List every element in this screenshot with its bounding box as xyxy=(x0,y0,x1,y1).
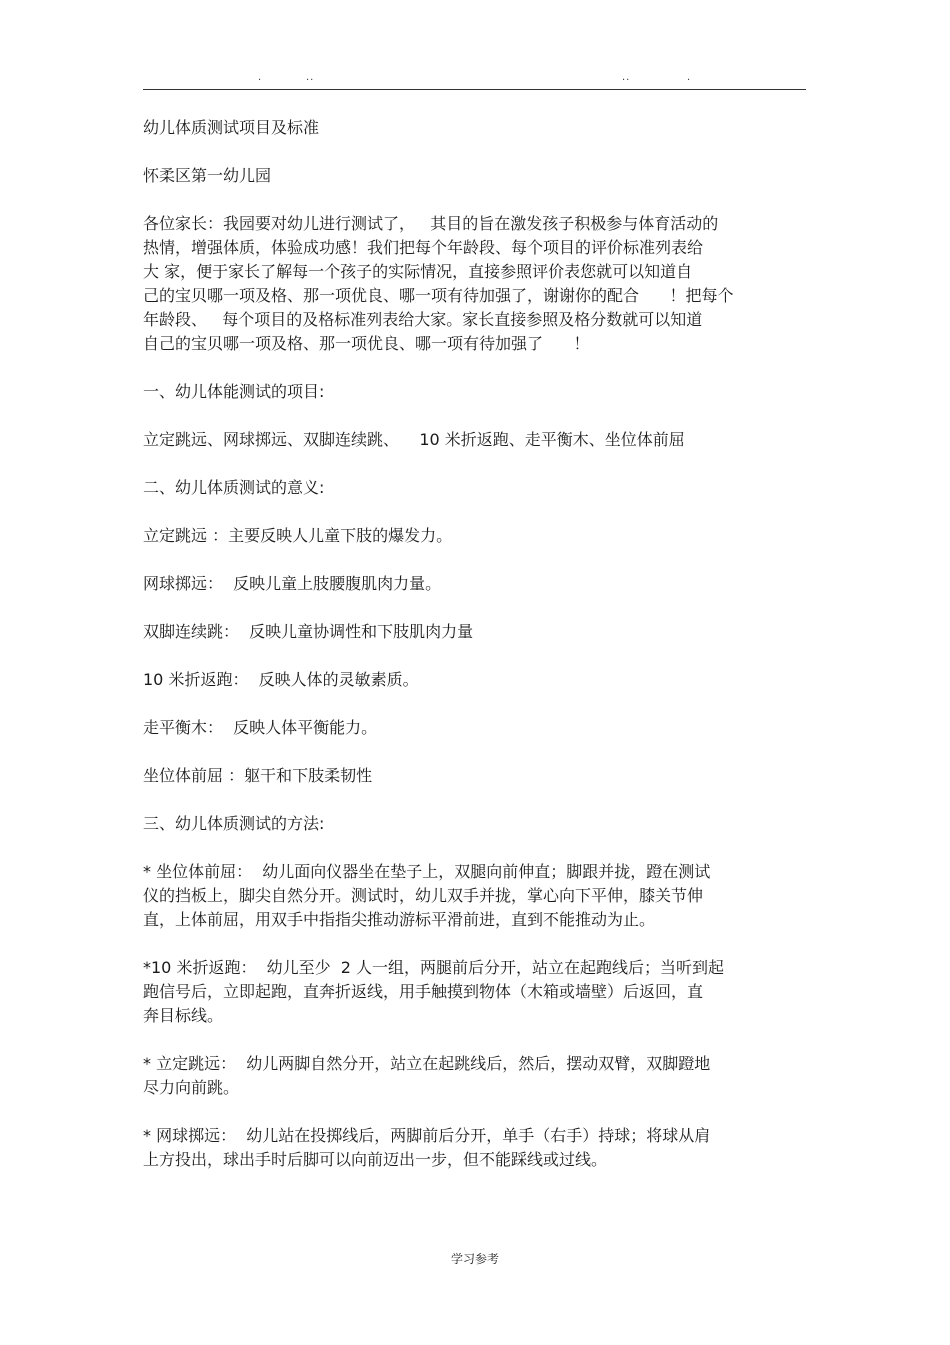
meaning-item: 坐位体前屈 ：躯干和下肢柔韧性 xyxy=(143,766,373,785)
method-line: * 网球掷远： 幼儿站在投掷线后，两脚前后分开，单手（右手）持球；将球从肩 xyxy=(143,1126,711,1145)
method-line: 仪的挡板上，脚尖自然分开。测试时，幼儿双手并拢，掌心向下平伸，膝关节伸 xyxy=(143,886,704,905)
intro-paragraph xyxy=(143,212,806,356)
method-line: 奔目标线。 xyxy=(143,1006,224,1025)
meaning-item: 双脚连续跳： 反映儿童协调性和下肢肌肉力量 xyxy=(143,622,474,641)
meaning-item: 走平衡木： 反映人体平衡能力。 xyxy=(143,718,378,737)
header-mark: .. xyxy=(306,72,315,83)
intro-line: 各位家长：我园要对幼儿进行测试了， 其目的旨在激发孩子积极参与体育活动的 xyxy=(143,214,719,233)
method-paragraph xyxy=(143,1124,806,1172)
header-mark: .. xyxy=(622,72,631,83)
header-mark: . xyxy=(258,72,263,83)
method-line: 尽力向前跳。 xyxy=(143,1078,240,1097)
method-line: * 立定跳远： 幼儿两脚自然分开，站立在起跳线后，然后，摆动双臂，双脚蹬地 xyxy=(143,1054,711,1073)
method-line: 直，上体前屈，用双手中指指尖推动游标平滑前进，直到不能推动为止。 xyxy=(143,910,656,929)
header-divider xyxy=(143,89,806,90)
method-paragraph xyxy=(143,956,806,1028)
intro-line: 大 家，便于家长了解每一个孩子的实际情况，直接参照评价表您就可以知道自 xyxy=(143,262,693,281)
intro-line: 己的宝贝哪一项及格、那一项优良、哪一项有待加强了，谢谢你的配合 ！把每个 xyxy=(143,286,734,305)
section-heading: 二、幼儿体质测试的意义: xyxy=(143,478,325,497)
method-line: * 坐位体前屈： 幼儿面向仪器坐在垫子上，双腿向前伸直；脚跟并拢，蹬在测试 xyxy=(143,862,711,881)
method-line: 上方投出，球出手时后脚可以向前迈出一步，但不能踩线或过线。 xyxy=(143,1150,608,1169)
meaning-item: 10 米折返跑： 反映人体的灵敏素质。 xyxy=(143,670,419,689)
test-items-list: 立定跳远、网球掷远、双脚连续跳、 10 米折返跑、走平衡木、坐位体前屈 xyxy=(143,430,685,449)
organization-name: 怀柔区第一幼儿园 xyxy=(143,166,272,185)
page-footer: 学习参考 xyxy=(450,1252,499,1266)
section-heading: 一、幼儿体能测试的项目: xyxy=(143,382,325,401)
method-line: 跑信号后，立即起跑，直奔折返线，用手触摸到物体（木箱或墙壁）后返回，直 xyxy=(143,982,704,1001)
intro-line: 自己的宝贝哪一项及格、那一项优良、哪一项有待加强了 ！ xyxy=(143,334,590,353)
section-heading: 三、幼儿体质测试的方法: xyxy=(143,814,325,833)
header-mark: . xyxy=(687,72,692,83)
intro-line: 热情，增强体质，体验成功感！我们把每个年龄段、每个项目的评价标准列表给 xyxy=(143,238,704,257)
method-line: *10 米折返跑： 幼儿至少 2 人一组，两腿前后分开，站立在起跑线后；当听到起 xyxy=(143,958,725,977)
method-paragraph xyxy=(143,1052,806,1100)
document-body xyxy=(143,116,806,1196)
meaning-item: 立定跳远 ：主要反映人儿童下肢的爆发力。 xyxy=(143,526,453,545)
meaning-item: 网球掷远： 反映儿童上肢腰腹肌肉力量。 xyxy=(143,574,442,593)
document-title: 幼儿体质测试项目及标准 xyxy=(143,118,320,137)
intro-line: 年龄段、 每个项目的及格标准列表给大家。家长直接参照及格分数就可以知道 xyxy=(143,310,703,329)
method-paragraph xyxy=(143,860,806,932)
